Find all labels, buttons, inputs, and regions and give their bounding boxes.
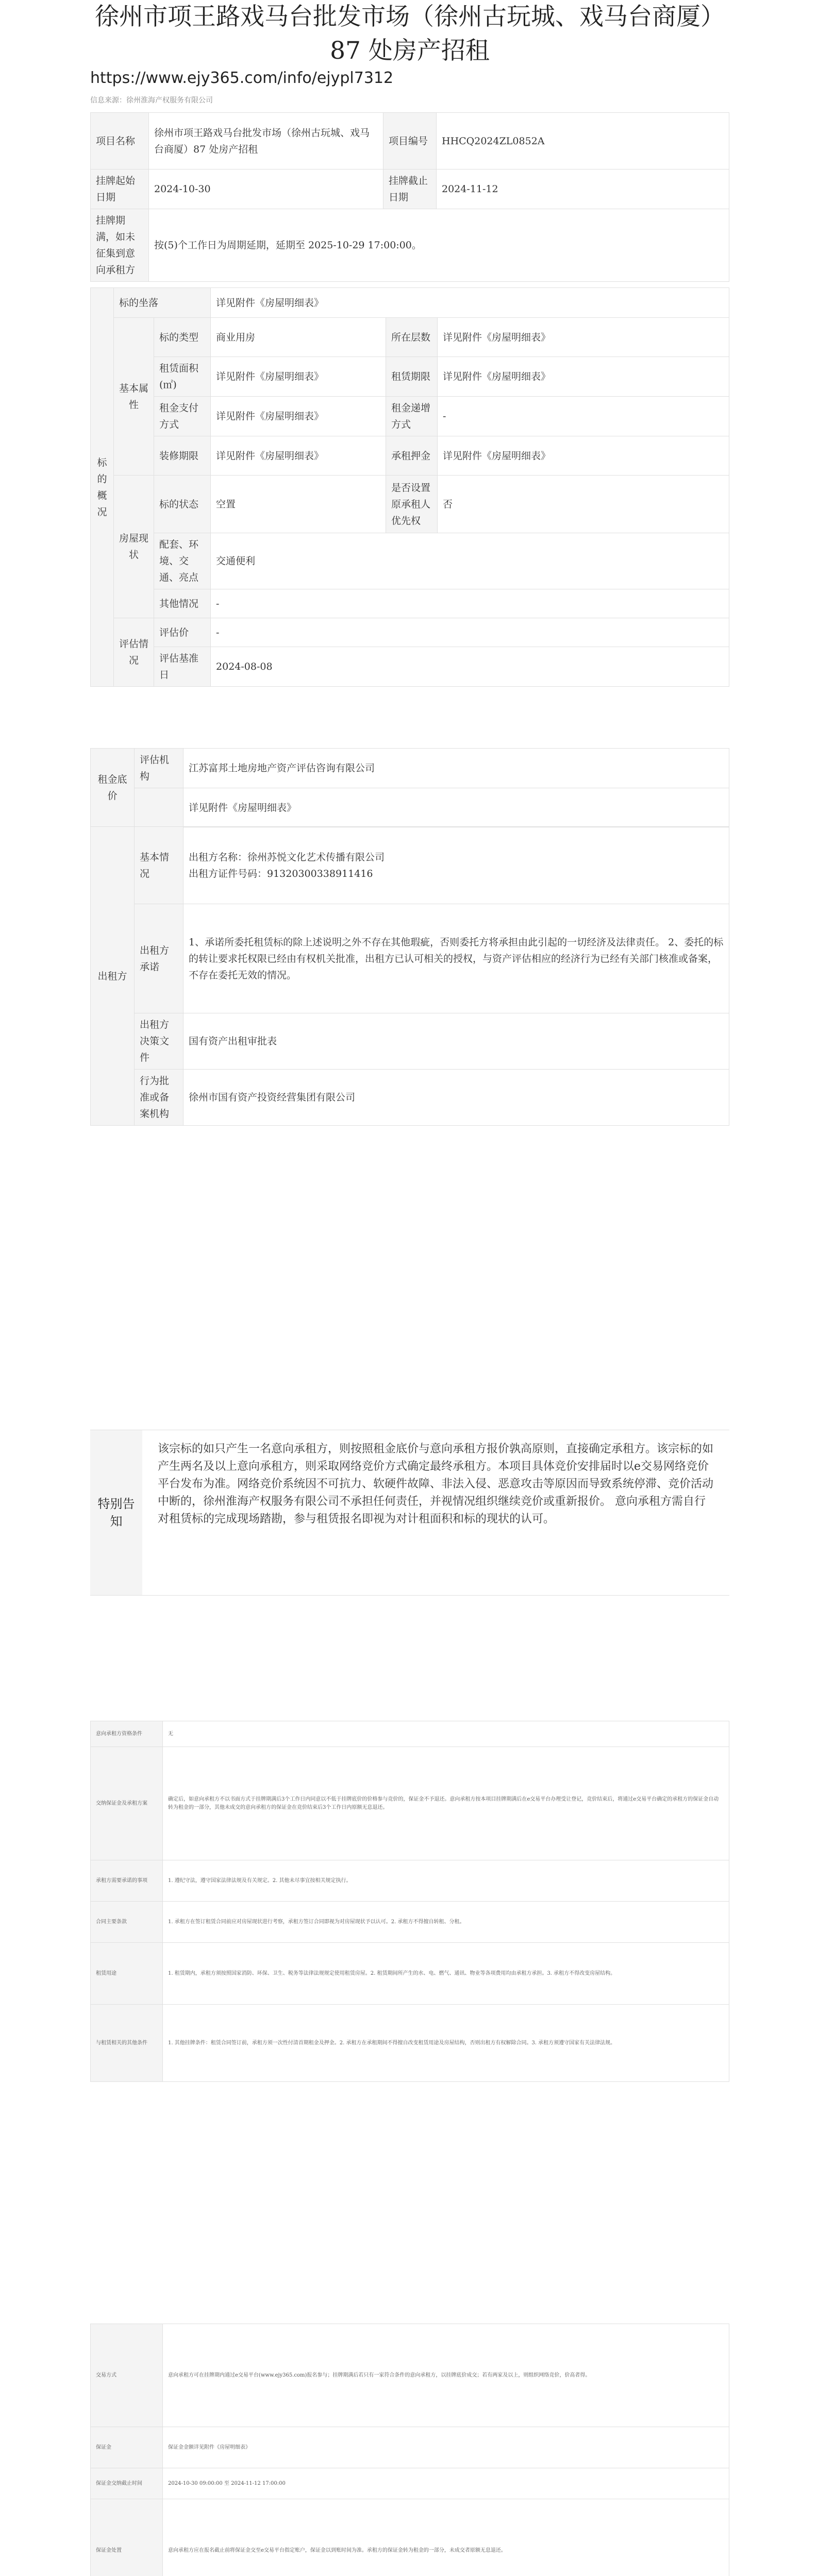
other-label: 其他情况 [154, 589, 211, 618]
lessor-info [183, 827, 729, 904]
term: 详见附件《房屋明细表》 [438, 357, 729, 397]
procedure-label: 保证金交纳截止时间 [91, 2468, 163, 2499]
basic-info-table [90, 112, 729, 282]
asset-group-label: 标的概况 [91, 288, 114, 687]
condition-text: 1. 遵纪守法，遵守国家法律法规及有关规定。2. 其他未尽事宜按相关规定执行。 [163, 1860, 729, 1902]
condition-label: 意向承租方资格条件 [91, 1721, 163, 1747]
deposit-label: 承租押金 [386, 436, 438, 476]
state-label: 标的状态 [154, 476, 211, 533]
condition-text: 1. 租赁期内，承租方须按照国家消防、环保、卫生、税务等法律法规规定使用租赁房屋。2. 租赁期间所产生的水、电、燃气、通讯、物业等各项费用均由承租方承担。3. 承租方不得改变房屋结构。 [163, 1943, 729, 2005]
extension-label: 挂牌期满，如未征集到意向承租方 [91, 209, 149, 282]
usage: 商业用房 [211, 318, 386, 357]
env-label: 配套、环境、交通、亮点 [154, 533, 211, 589]
lessor-name: 出租方名称：徐州苏悦文化艺术传播有限公司 [189, 851, 385, 863]
condition-label: 租赁用途 [91, 1943, 163, 2005]
condition-label: 合同主要条款 [91, 1902, 163, 1943]
lessor-info-label: 基本情况 [135, 827, 183, 904]
condition-text: 1. 承租方在签订租赁合同前应对房屋现状进行考察，承租方签订合同即视为对房屋现状予以认可。2. 承租方不得擅自转租、分租。 [163, 1902, 729, 1943]
condition-label: 承租方需要承诺的事项 [91, 1860, 163, 1902]
area: 详见附件《房屋明细表》 [211, 357, 386, 397]
deposit: 详见附件《房屋明细表》 [438, 436, 729, 476]
page-title: 徐州市项王路戏马台批发市场（徐州古玩城、戏马台商厦）87 处房产招租 [95, 3, 725, 65]
eval-org: - [211, 618, 729, 647]
end-date-label: 挂牌截止日期 [383, 170, 437, 209]
lessor-table [90, 826, 729, 1126]
term-label: 租赁期限 [386, 357, 438, 397]
usage-label: 标的类型 [154, 318, 211, 357]
floor-label: 所在层数 [386, 318, 438, 357]
extension-text: 按(5)个工作日为周期延期，延期至 2025-10-29 17:00:00。 [149, 209, 729, 282]
eval-date-label: 评估基准日 [154, 647, 211, 687]
deco: 详见附件《房屋明细表》 [211, 436, 386, 476]
env: 交通便利 [211, 533, 729, 589]
basic-attr-label: 基本属性 [114, 318, 154, 476]
project-no: HHCQ2024ZL0852A [437, 113, 729, 170]
conditions-table [90, 1721, 729, 2082]
rent-price: 详见附件《房屋明细表》 [183, 788, 729, 827]
other: - [211, 589, 729, 618]
lessor-id: 出租方证件号码：91320300338911416 [189, 868, 373, 879]
project-no-label: 项目编号 [383, 113, 437, 170]
procedure-text: 2024-10-30 09:00:00 至 2024-11-12 17:00:00 [163, 2468, 729, 2499]
rent-org-label: 评估机构 [135, 749, 183, 788]
lessor-group-label: 出租方 [91, 827, 135, 1126]
project-name-label: 项目名称 [91, 113, 149, 170]
rent-group-label: 租金底价 [91, 749, 135, 827]
special-notice [90, 1430, 729, 1596]
condition-text: 1. 其他挂牌条件：租赁合同签订前，承租方须一次性付清首期租金及押金。2. 承租方在承租期间不得擅自改变租赁用途及房屋结构，否则出租方有权解除合同。3. 承租方须遵守国家有关法律法规。 [163, 2005, 729, 2082]
page-url[interactable]: https://www.ejy365.com/info/ejypl7312 [90, 69, 394, 87]
procedure-table [90, 2324, 729, 2576]
rent-table [90, 748, 729, 827]
location-label: 标的坐落 [114, 288, 211, 318]
condition-label: 与租赁相关的其他条件 [91, 2005, 163, 2082]
procedure-text: 意向承租方应在报名截止前将保证金交至e交易平台指定账户，保证金以到账时间为准。承租方的保证金转为租金的一部分，未成交者原额无息退还。 [163, 2499, 729, 2576]
notice-text: 该宗标的如只产生一名意向承租方，则按照租金底价与意向承租方报价孰高原则，直接确定承租方。该宗标的如产生两名及以上意向承租方，则采取网络竞价方式确定最终承租方。本项目具体竞价安排届时以e交易网络竞价平台发布为准。网络竞价系统因不可抗力、软硬件故障、非法入侵、恶意攻击等原因而导致系统停滞、竞价活动中断的，徐州淮海产权服务有限公司不承担任何责任，并视情况组织继续竞价或重新报价。 意向承租方需自行对租赁标的完成现场踏勘，参与租赁报名即视为对计租面积和标的现状的认可。 [158, 1443, 714, 1526]
area-label: 租赁面积(㎡) [154, 357, 211, 397]
lessor-promise-label: 出租方承诺 [135, 904, 183, 1013]
notice-label: 特别告知 [90, 1430, 142, 1595]
deco-label: 装修期限 [154, 436, 211, 476]
approval: 徐州市国有资产投资经营集团有限公司 [183, 1070, 729, 1126]
procedure-text: 保证金金额详见附件《房屋明细表》 [163, 2427, 729, 2468]
priority: 否 [438, 476, 729, 533]
eval-group-label: 评估情况 [114, 618, 154, 687]
rent-org: 江苏富邦土地房地产资产评估咨询有限公司 [183, 749, 729, 788]
state: 空置 [211, 476, 386, 533]
lessor-promise: 1、承诺所委托租赁标的除上述说明之外不存在其他瑕疵，否则委托方将承担由此引起的一切经济及法律责任。 2、委托的标的转让要求托权限已经由有权机关批准，出租方已认可相关的授权，与资产评估相应的经济行为已经有关部门核准或备案，不存在委托无效的情况。 [183, 904, 729, 1013]
procedure-label: 交易方式 [91, 2324, 163, 2427]
start-date-label: 挂牌起始日期 [91, 170, 149, 209]
project-name: 徐州市项王路戏马台批发市场（徐州古玩城、戏马台商厦）87 处房产招租 [149, 113, 383, 170]
condition-text: 确定后，如意向承租方不以书面方式于挂牌期满后3个工作日内同意以不低于挂牌底价的价格参与竞价的，保证金不予退还。意向承租方按本项目挂牌期满后在e交易平台办理受让登记，竞价结束后，将通过e交易平台确定的承租方的保证金自动转为租金的一部分，其他未成交的意向承租方的保证金在竞价结束后3个工作日内原额无息退还。 [163, 1747, 729, 1860]
end-date: 2024-11-12 [437, 170, 729, 209]
status-group-label: 房屋现状 [114, 476, 154, 618]
rent-price-label [135, 788, 183, 827]
decision-label: 出租方决策文件 [135, 1013, 183, 1070]
condition-label: 交纳保证金及承租方案 [91, 1747, 163, 1860]
procedure-label: 保证金处置 [91, 2499, 163, 2576]
procedure-label: 保证金 [91, 2427, 163, 2468]
increase-label: 租金递增方式 [386, 397, 438, 436]
asset-table [90, 287, 729, 687]
approval-label: 行为批准或备案机构 [135, 1070, 183, 1126]
condition-text: 无 [163, 1721, 729, 1747]
info-source: 信息来源：徐州淮海产权服务有限公司 [90, 96, 213, 105]
floor: 详见附件《房屋明细表》 [438, 318, 729, 357]
start-date: 2024-10-30 [149, 170, 383, 209]
procedure-text: 意向承租方可在挂牌期内通过e交易平台(www.ejy365.com)报名参与；挂牌期满后若只有一家符合条件的意向承租方，以挂牌底价成交；若有两家及以上，则组织网络竞价，价高者得。 [163, 2324, 729, 2427]
increase: - [438, 397, 729, 436]
decision: 国有资产出租审批表 [183, 1013, 729, 1070]
priority-label: 是否设置原承租人优先权 [386, 476, 438, 533]
eval-org-label: 评估价 [154, 618, 211, 647]
location: 详见附件《房屋明细表》 [211, 288, 729, 318]
pay: 详见附件《房屋明细表》 [211, 397, 386, 436]
eval-date: 2024-08-08 [211, 647, 729, 687]
pay-label: 租金支付方式 [154, 397, 211, 436]
